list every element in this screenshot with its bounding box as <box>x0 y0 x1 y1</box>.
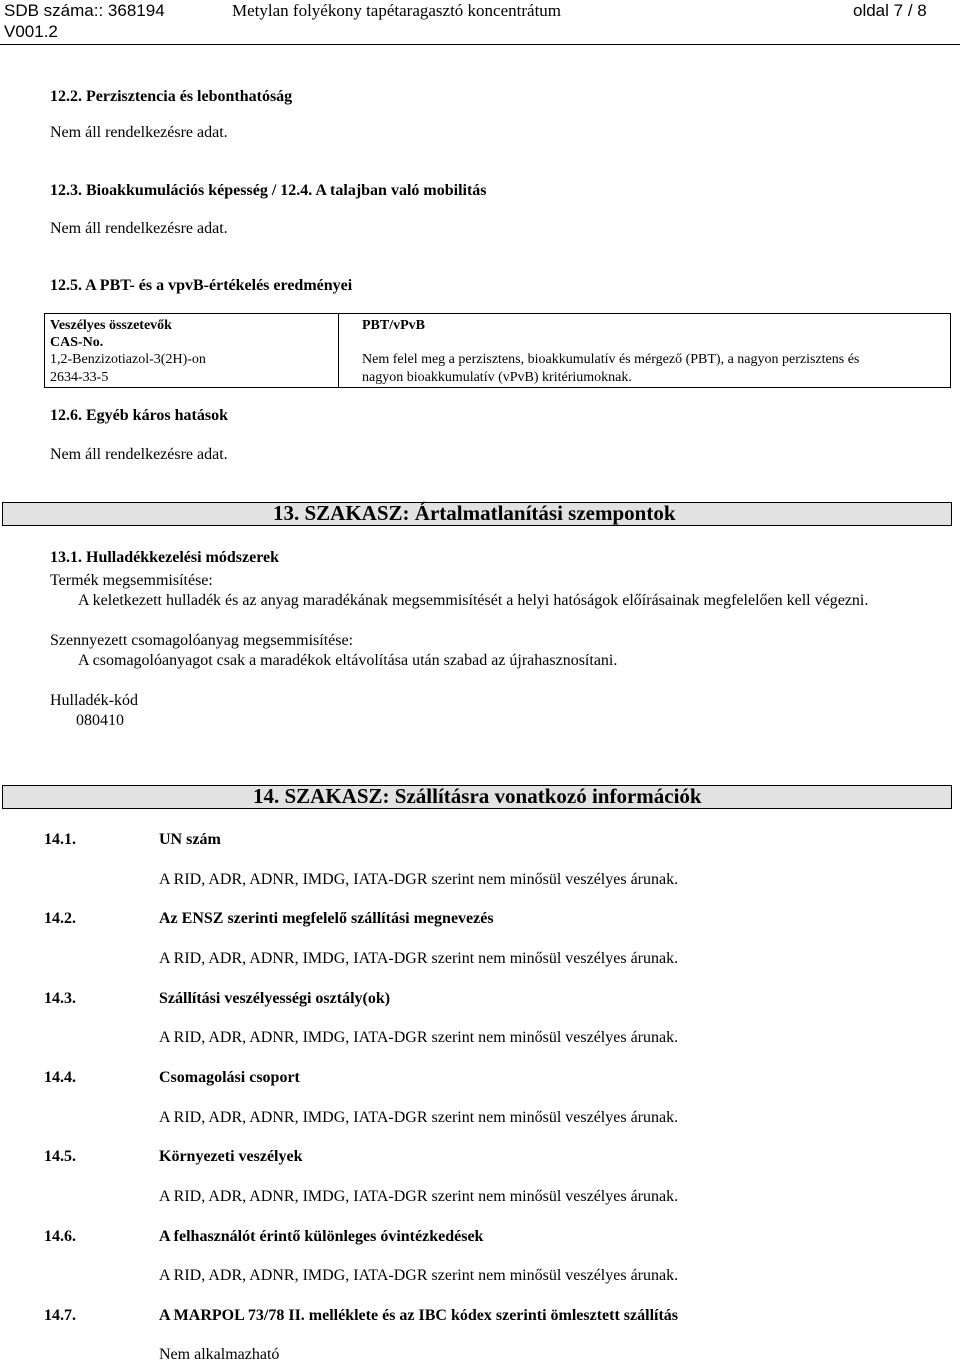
other-effects-text: Nem áll rendelkezésre adat. <box>50 446 228 463</box>
transport-text: Nem alkalmazható <box>159 1346 280 1363</box>
header-divider <box>0 44 960 45</box>
bioaccumulation-text: Nem áll rendelkezésre adat. <box>50 220 228 237</box>
packaging-disposal-text: A csomagolóanyagot csak a maradékok eltávolítása után szabad az újrahasznosítani. <box>78 652 618 669</box>
pbt-table <box>44 313 951 388</box>
persistence-text: Nem áll rendelkezésre adat. <box>50 124 228 141</box>
transport-heading: A felhasználót érintő különleges óvintézkedések <box>159 1228 484 1245</box>
transport-heading: Csomagolási csoport <box>159 1069 300 1086</box>
transport-heading: Szállítási veszélyességi osztály(ok) <box>159 990 391 1007</box>
sdb-number: SDB száma:: 368194 <box>4 1 165 20</box>
waste-code: 080410 <box>76 712 124 729</box>
transport-text: A RID, ADR, ADNR, IMDG, IATA-DGR szerint nem minősül veszélyes árunak. <box>159 1188 679 1205</box>
bioaccumulation-heading: 12.3. Bioakkumulációs képesség / 12.4. A talajban való mobilitás <box>50 182 487 199</box>
transport-text: A RID, ADR, ADNR, IMDG, IATA-DGR szerint nem minősül veszélyes árunak. <box>159 871 679 888</box>
transport-num: 14.7. <box>44 1307 76 1324</box>
ingredient-cas: 2634-33-5 <box>50 370 109 385</box>
section-13-title: 13. SZAKASZ: Ártalmatlanítási szempontok <box>273 501 676 525</box>
transport-text: A RID, ADR, ADNR, IMDG, IATA-DGR szerint nem minősül veszélyes árunak. <box>159 950 679 967</box>
product-disposal-text: A keletkezett hulladék és az anyag maradékának megsemmisítését a helyi hatóságok előírásainak megfelelően kell végezni. <box>78 592 869 609</box>
transport-heading: Környezeti veszélyek <box>159 1148 303 1165</box>
transport-text: A RID, ADR, ADNR, IMDG, IATA-DGR szerint nem minősül veszélyes árunak. <box>159 1029 679 1046</box>
packaging-disposal-label: Szennyezett csomagolóanyag megsemmisítése: <box>50 632 354 649</box>
pbt-heading: 12.5. A PBT- és a vpvB-értékelés eredményei <box>50 277 353 294</box>
transport-num: 14.5. <box>44 1148 76 1165</box>
transport-num: 14.4. <box>44 1069 76 1086</box>
table-header-ingredients: Veszélyes összetevők <box>50 318 172 333</box>
transport-heading: Az ENSZ szerinti megfelelő szállítási megnevezés <box>159 910 494 927</box>
version-label: V001.2 <box>4 22 58 41</box>
transport-text: A RID, ADR, ADNR, IMDG, IATA-DGR szerint nem minősül veszélyes árunak. <box>159 1109 679 1126</box>
transport-num: 14.1. <box>44 831 76 848</box>
table-divider <box>338 314 339 387</box>
page-number: oldal 7 / 8 <box>853 1 927 20</box>
pbt-result-line1: Nem felel meg a perzisztens, bioakkumulatív és mérgező (PBT), a nagyon perzisztens és <box>362 352 860 367</box>
transport-heading: A MARPOL 73/78 II. melléklete és az IBC kódex szerinti ömlesztett szállítás <box>159 1307 679 1324</box>
table-header-cas: CAS-No. <box>50 335 104 350</box>
table-header-pbt: PBT/vPvB <box>362 318 426 333</box>
transport-num: 14.3. <box>44 990 76 1007</box>
section-14-title: 14. SZAKASZ: Szállításra vonatkozó információk <box>253 784 702 808</box>
product-name: Metylan folyékony tapétaragasztó koncentrátum <box>232 1 562 20</box>
transport-text: A RID, ADR, ADNR, IMDG, IATA-DGR szerint nem minősül veszélyes árunak. <box>159 1267 679 1284</box>
waste-code-label: Hulladék-kód <box>50 692 138 709</box>
other-effects-heading: 12.6. Egyéb káros hatások <box>50 407 228 424</box>
waste-methods-heading: 13.1. Hulladékkezelési módszerek <box>50 549 280 566</box>
ingredient-name: 1,2-Benzizotiazol-3(2H)-on <box>50 352 206 367</box>
transport-num: 14.2. <box>44 910 76 927</box>
transport-num: 14.6. <box>44 1228 76 1245</box>
persistence-heading: 12.2. Perzisztencia és lebonthatóság <box>50 88 293 105</box>
product-disposal-label: Termék megsemmisítése: <box>50 572 213 589</box>
pbt-result-line2: nagyon bioakkumulatív (vPvB) kritériumoknak. <box>362 370 632 385</box>
transport-heading: UN szám <box>159 831 221 848</box>
